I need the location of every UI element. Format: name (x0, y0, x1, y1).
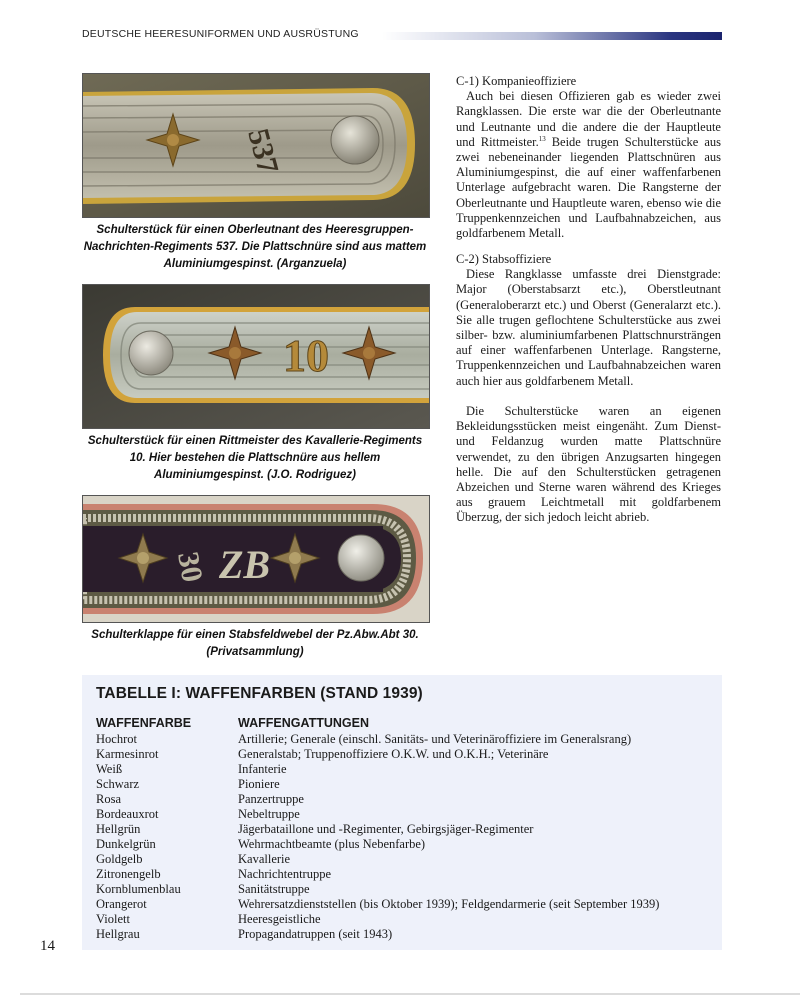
table-title: TABELLE I: WAFFENFARBEN (STAND 1939) (96, 685, 423, 702)
table-cell-waffengattung: Kavallerie (238, 852, 291, 866)
svg-text:10: 10 (283, 330, 329, 381)
paragraph-c1: Auch bei diesen Offizieren gab es wieder zwei Rangklassen. Die erste war die der Oberleutnante und Leutnante und die andere die der Hauptleute und Rittmeister.$^{13}$ Beide trugen Schulterstücke aus zwei nebeneinander liegenden Plattschnüren aus Aluminiumgespinst, die auf einer waffenfarbenen Unterlage aufgebracht waren. Die Rangsterne der Oberleutnante und Hauptleute waren, ebenso wie die Truppenkennzeichen und Laufbahnabzeichen, aus goldfarbenem Metall. (456, 89, 721, 241)
table-cell-waffenfarbe: Schwarz (96, 777, 140, 791)
photo-caption-2: Schulterstück für einen Rittmeister des Kavallerie-Regiments 10. Hier bestehen die Plattschnüre aus hellem Aluminiumgespinst. (J.O. Rodriguez) (87, 435, 423, 481)
section-schulterstuecke (456, 404, 721, 526)
table-row (96, 732, 716, 747)
table-waffenfarben (82, 675, 722, 950)
table-row (96, 762, 716, 777)
table-cell-waffenfarbe: Karmesinrot (96, 747, 159, 761)
svg-text:537: 537 (241, 125, 285, 178)
table-cell-waffengattung: Jägerbataillone und -Regimenter, Gebirgsjäger-Regimenter (238, 822, 534, 836)
table-row (96, 837, 716, 852)
table-row (96, 852, 716, 867)
table-row (96, 777, 716, 792)
table-cell-waffenfarbe: Dunkelgrün (96, 837, 156, 851)
table-cell-waffengattung: Artillerie; Generale (einschl. Sanitäts- und Veterinäroffiziere im Generalsrang) (238, 732, 632, 746)
shoulder-board-image-1 (83, 74, 429, 217)
photo-stabsfeldwebel-shoulder-strap (82, 495, 430, 623)
table-row (96, 882, 716, 897)
table-row (96, 912, 716, 927)
photo-rittmeister-shoulder-board (82, 284, 430, 429)
table-row (96, 867, 716, 882)
table-row (96, 807, 716, 822)
table-cell-waffengattung: Propagandatruppen (seit 1943) (238, 927, 393, 941)
table-row (96, 747, 716, 762)
table-cell-waffengattung: Nebeltruppe (238, 807, 300, 821)
table-cell-waffengattung: Nachrichtentruppe (238, 867, 332, 881)
svg-text:ZB: ZB (219, 542, 271, 587)
table-cell-waffenfarbe: Weiß (96, 762, 123, 776)
svg-text:30: 30 (171, 549, 209, 585)
table-cell-waffenfarbe: Hellgrau (96, 927, 140, 941)
heading-c2: C-2) Stabsoffiziere (456, 252, 552, 266)
photo-oberleutnant-shoulder-board (82, 73, 430, 218)
table-cell-waffenfarbe: Bordeauxrot (96, 807, 159, 821)
section-stabsoffiziere (456, 252, 721, 389)
table-rows (96, 732, 716, 942)
table-row (96, 927, 716, 942)
table-cell-waffengattung: Infanterie (238, 762, 287, 776)
table-cell-waffengattung: Pioniere (238, 777, 280, 791)
table-cell-waffenfarbe: Zitronengelb (96, 867, 161, 881)
table-cell-waffenfarbe: Rosa (96, 792, 121, 806)
table-header-waffengattungen: WAFFENGATTUNGEN (238, 716, 370, 730)
table-cell-waffenfarbe: Hochrot (96, 732, 137, 746)
shoulder-board-image-3 (83, 496, 429, 622)
table-cell-waffenfarbe: Hellgrün (96, 822, 141, 836)
paragraph-c2: Diese Rangklasse umfasste drei Dienstgrade: Major (Oberstabsarzt etc.), Oberstleutnant (Generaloberarzt etc.) und Oberst (Generalarzt etc.). Sie alle trugen geflochtene Schulterstücke aus zwei silber- bzw. aluminiumfarbenen Plattschnursträngen auf einer waffenfarbenen Unterlage. Rangsterne, Truppenkennzeichen und Laufbahnabzeichen waren auch hier aus goldfarbenem Metall. (456, 267, 721, 388)
table-cell-waffengattung: Sanitätstruppe (238, 882, 310, 896)
table-cell-waffengattung: Wehrersatzdienststellen (bis Oktober 1939); Feldgendarmerie (seit September 1939) (238, 897, 660, 911)
shoulder-board-image-2 (83, 285, 429, 428)
table-cell-waffenfarbe: Kornblumenblau (96, 882, 181, 896)
table-header-waffenfarbe: WAFFENFARBE (96, 716, 192, 730)
header-gradient-bar (382, 32, 722, 40)
table-cell-waffengattung: Panzertruppe (238, 792, 304, 806)
table-cell-waffengattung: Wehrmachtbeamte (plus Nebenfarbe) (238, 837, 426, 851)
table-row (96, 897, 716, 912)
table-cell-waffengattung: Heeresgeistliche (238, 912, 321, 926)
header-title: DEUTSCHE HEERESUNIFORMEN UND AUSRÜSTUNG (82, 28, 359, 40)
page-number: 14 (40, 938, 55, 954)
heading-c1: C-1) Kompanieoffiziere (456, 74, 577, 88)
footnote-ref: 13 (538, 134, 546, 143)
table-cell-waffengattung: Generalstab; Truppenoffiziere O.K.W. und O.K.H.; Veterinäre (238, 747, 549, 761)
running-header (82, 28, 722, 44)
section-kompanieoffiziere (456, 74, 721, 241)
table-cell-waffenfarbe: Violett (96, 912, 130, 926)
footer-rule (20, 993, 800, 995)
table-row (96, 822, 716, 837)
table-cell-waffenfarbe: Goldgelb (96, 852, 143, 866)
paragraph-3: Die Schulterstücke waren an eigenen Bekleidungsstücken meist eingenäht. Zum Dienst- und Feldanzug wurden matte Plattschnüre verwendet, zu den übrigen Anzugsarten hingegen helle. Die auf den Schulterstücken getragenen Abzeichen und Sterne waren während des Krieges aus grauem Leichtmetall mit goldfarbenem Überzug, der sich jedoch leicht abrieb. (456, 404, 721, 525)
photo-caption-3: Schulterklappe für einen Stabsfeldwebel der Pz.Abw.Abt 30. (Privatsammlung) (91, 629, 419, 658)
photo-caption-1: Schulterstück für einen Oberleutnant des Heeresgruppen-Nachrichten-Regiments 537. Die Plattschnüre sind aus mattem Aluminiumgespinst. (Arganzuela) (83, 224, 427, 270)
table-cell-waffenfarbe: Orangerot (96, 897, 147, 911)
table-row (96, 792, 716, 807)
